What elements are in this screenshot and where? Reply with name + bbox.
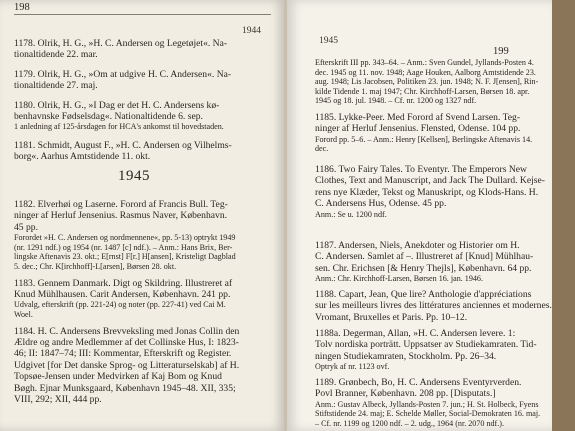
entry-note: Efterskrift III pp. 343–64. – Anm.: Sven Gundel, Jyllands-Posten 4.: [315, 58, 534, 67]
entry-line: ninger af Herluf Jensenius. Flensted, Odense. 104 pp.: [315, 123, 521, 135]
entry-line: Vromant, Bruxelles et Paris. Pp. 10–12.: [315, 311, 468, 323]
entry-line: 1184. H. C. Andersens Brevveksling med Jonas Collin den: [14, 325, 240, 337]
running-head-left: 1944: [242, 26, 261, 36]
entries-block-right-d: [315, 240, 552, 428]
entry-note: Forordet »H. C. Andersen og nordmennene«, pp. 5-13) optrykt 1949: [14, 233, 236, 243]
entry-line: sen. Chr. Erichsen [& Henry Thejls], København. 64 pp.: [315, 262, 532, 274]
entry-line: Udgivet [for Det danske Sprog- og Litteraturselskab] af H.: [14, 359, 240, 371]
entry-line: 1182. Elverhøi og Laserne. Forord af Francis Bull. Teg-: [14, 199, 228, 210]
entry-line: C. Andersens Hus, Odense. 45 pp.: [315, 198, 447, 210]
running-head-right: 1945: [319, 36, 338, 46]
entry-note: lingske Aftenavis 23. okt.; E[rnst] F[r.] H[ansen], Kristeligt Dagblad: [14, 252, 236, 262]
entry-line: 1178. Olrik, H. G., »H. C. Andersen og Legetøjet«. Na-: [14, 38, 228, 49]
entry-note: Anm.: Chr. Kirchhoff-Larsen, Børsen 16. jan. 1946.: [315, 274, 483, 284]
entry-line: Clothes, Text and Manuscript, and Jack The Dullard. Kejse-: [315, 175, 545, 187]
entry-line: Ældre og andre Medlemmer af det Collinske Hus, I: 1823-: [14, 337, 239, 348]
entry-line: 46; II: 1847–74; III: Kommentar, Efterskrift og Register.: [14, 348, 232, 360]
entry-line: 45 pp.: [14, 221, 38, 233]
entry-line: ninger af Herluf Jensenius. Rasmus Naver, København.: [14, 210, 228, 222]
entry-note: Optryk af nr. 1123 ovf.: [315, 362, 390, 372]
entry-line: Povl Branner, København. 208 pp. [Disputats.]: [315, 388, 496, 400]
left-page: [0, 0, 285, 431]
entry-line: borg«. Aarhus Amtstidende 11. okt.: [14, 151, 151, 163]
entry-line: ningen Studiekamraten, Stockholm. Pp. 26–34.: [315, 350, 497, 362]
entries-block-right-a: [315, 58, 538, 106]
entry-line: VIII, 292; XII, 444 pp.: [14, 394, 102, 406]
entry-line: 1188. Capart, Jean, Que lire? Anthologie d'appréciations: [315, 288, 532, 300]
entry-line: 1181. Schmidt, August F., »H. C. Andersen og Vilhelms-: [14, 140, 232, 152]
entry-line: sur les meilleurs livres des littératures anciennes et modernes.: [315, 300, 552, 312]
entry-note: (nr. 1291 ndf.) og 1954 (nr. 1487 [c] ndf.). – Anm.: Hans Brix, Ber-: [14, 242, 233, 252]
header-rule-left: [14, 14, 271, 15]
entry-note: 1945 og 18. jul. 1948. – Cf. nr. 1200 og 1327 ndf.: [315, 96, 477, 106]
entry-line: C. Andersen. Samlet af –. Illustreret af [Knud] Mühlhau-: [315, 251, 534, 263]
entry-line: rens nye Klæder, Tekst og Manuskript, og Klods-Hans. H.: [315, 186, 539, 198]
entry-note: 5. dec.; Chr. K[irchhoff]-L[arsen], Børsen 28. okt.: [14, 262, 177, 271]
entry-note: kilde Tidende 1. maj 1947; Chr. Kirchhoff-Larsen, Børsen 18. apr.: [315, 86, 530, 96]
entry-note: dec. 1945 og 11. nov. 1948; Aage Houken, Aalborg Amtstidende 23.: [315, 67, 536, 77]
entry-line: 1186. Two Fairy Tales. To Eventyr. The Emperors New: [315, 164, 527, 175]
entry-line: Bøgh. Ejnar Munksgaard, København 1945–48. XII, 335;: [14, 382, 236, 394]
entry-line: 1187. Andersen, Niels, Anekdoter og Historier om H.: [315, 240, 520, 251]
entries-block-right-b: [315, 112, 532, 154]
entry-note: Woel.: [14, 310, 33, 319]
entry-note: aug. 1948; Lis Jacobsen, Politiken 23. jun. 1948; N. F. J[ensen], Rin-: [315, 77, 539, 87]
entry-note: Anm.: Gustav Albeck, Jyllands-Posten 7. jun.; H. St. Holbeck, Fyens: [315, 399, 539, 409]
entry-note: Anm.: Se u. 1200 ndf.: [315, 209, 387, 219]
entry-note: Stiftstidende 24. maj; E. Schelde Møller, Social-Demokraten 16. maj.: [315, 409, 541, 419]
entry-note: 1 anledning af 125-årsdagen for HCA's ankomst til hovedstaden.: [14, 122, 224, 132]
entry-line: 1180. Olrik, H. G., »I Dag er det H. C. Andersens kø-: [14, 99, 220, 111]
entry-line: 1183. Gennem Danmark. Digt og Skildring. Illustreret af: [14, 277, 233, 289]
page-number-left: 198: [14, 2, 30, 13]
entry-note: Forord pp. 5–6. – Anm.: Henry [Kellsen], Berlingske Aftenavis 14.: [315, 134, 533, 144]
entry-line: tionaltidende 27. maj.: [14, 80, 98, 92]
entry-line: 1188a. Degerman, Allan, »H. C. Andersen levere. 1:: [315, 328, 516, 340]
entry-line: tionaltidende 22. mar.: [14, 49, 98, 61]
entries-block-left-b: [14, 199, 239, 405]
page-edge-background: [552, 0, 575, 431]
year-heading: 1945: [118, 168, 150, 184]
entries-block-left-a: [14, 38, 232, 163]
entry-note: Udvalg, efterskrift (pp. 221-24) og noter (pp. 227-41) ved Cai M.: [14, 300, 226, 310]
entry-line: 1189. Grønbech, Bo, H. C. Andersens Eventyrverden.: [315, 376, 522, 388]
right-page: [287, 0, 552, 431]
entry-line: benhavnske Fødselsdag«. Nationaltidende 6. sep.: [14, 111, 203, 123]
entry-line: Topsøe-Jensen under Medvirken af Kaj Bom og Knud: [14, 371, 222, 383]
page-number-right: 199: [493, 46, 509, 57]
entry-line: 1179. Olrik, H. G., »Om at udgive H. C. Andersen«. Na-: [14, 68, 232, 80]
entry-note: – Cf. nr. 1199 og 1200 ndf. – 2. udg., 1964 (nr. 2070 ndf.).: [315, 418, 504, 428]
entry-line: Tolv nordiska porträtt. Uppsatser av Studiekamraten. Tid-: [315, 339, 537, 351]
entry-line: Knud Mühlhausen. Carit Andersen, København. 241 pp.: [14, 289, 231, 300]
entry-line: 1185. Lykke-Peer. Med Forord af Svend Larsen. Teg-: [315, 112, 521, 123]
entries-block-right-c: [315, 164, 545, 219]
entry-note: dec.: [315, 144, 329, 154]
